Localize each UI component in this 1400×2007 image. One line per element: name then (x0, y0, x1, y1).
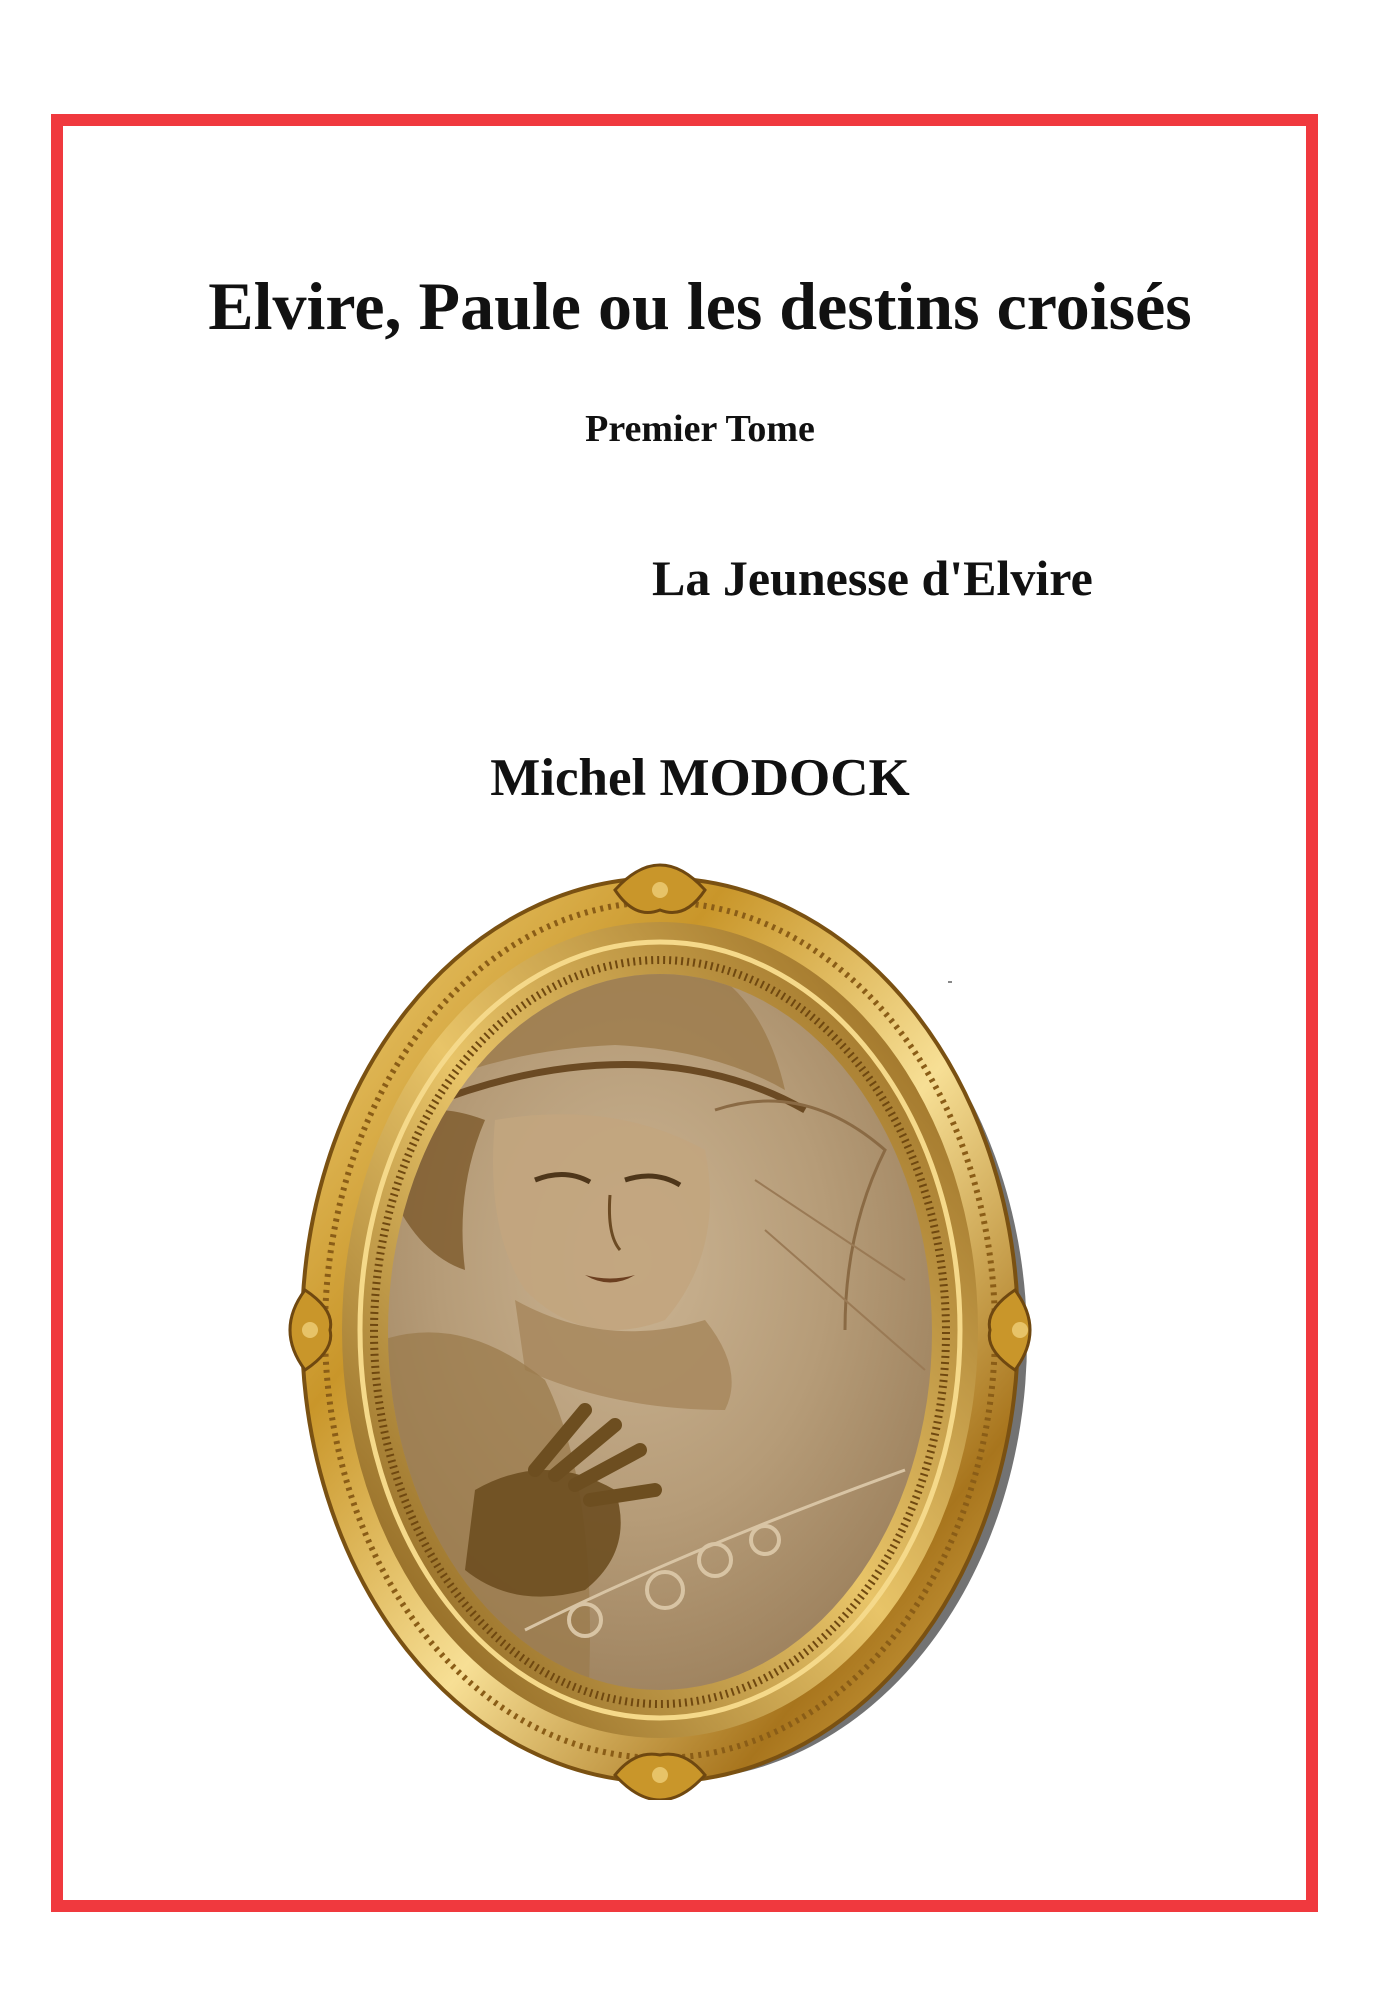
framed-portrait-image (285, 850, 1045, 1800)
author-name: Michel MODOCK (490, 749, 910, 807)
book-subtitle: La Jeunesse d'Elvire (652, 550, 1093, 606)
volume-label: Premier Tome (585, 408, 815, 450)
book-title: Elvire, Paule ou les destins croisés (208, 268, 1192, 344)
